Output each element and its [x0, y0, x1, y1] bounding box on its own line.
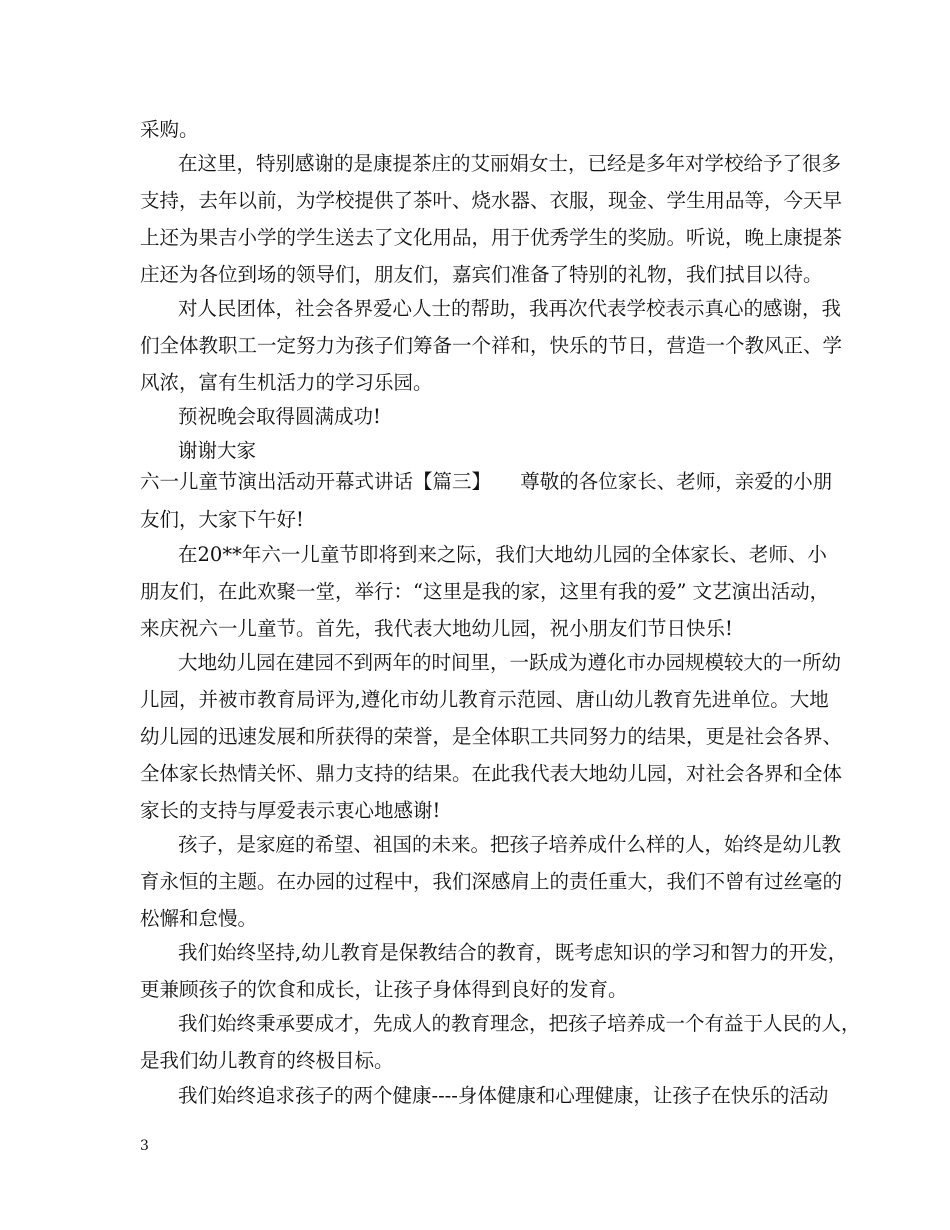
text-line: 支持，去年以前，为学校提供了茶叶、烧水器、衣服，现金、学生用品等，今天早: [140, 189, 843, 212]
paragraph-start-line: 在20**年六一儿童节即将到来之际，我们大地幼儿园的全体家长、老师、小: [178, 543, 827, 566]
text-line: 风浓，富有生机活力的学习乐园。: [140, 371, 433, 394]
text-line: 来庆祝六一儿童节。首先，我代表大地幼儿园，祝小朋友们节日快乐!: [140, 617, 733, 640]
text-line: 更兼顾孩子的饮食和成长，让孩子身体得到良好的发育。: [140, 978, 628, 1001]
paragraph-start-line: 对人民团体，社会各界爱心人士的帮助，我再次代表学校表示真心的感谢，我: [178, 297, 842, 320]
text-line: 采购。: [140, 118, 199, 141]
text-line: 朋友们，在此欢聚一堂，举行：“这里是我的家，这里有我的爱” 文艺演出活动，: [140, 580, 830, 603]
paragraph-start-line: 在这里，特别感谢的是康提茶庄的艾丽娟女士，已经是多年对学校给予了很多: [178, 152, 842, 175]
text-line: 家长的支持与厚爱表示衷心地感谢!: [140, 799, 441, 822]
text-line: 们全体教职工一定努力为孩子们筹备一个祥和，快乐的节日，营造一个教风正、学: [140, 334, 843, 357]
thanks-line: 谢谢大家: [178, 439, 257, 462]
section-heading-line: 六一儿童节演出活动开幕式讲话【篇三】 尊敬的各位家长、老师，亲爱的小朋: [140, 470, 833, 493]
text-line: 松懈和怠慢。: [140, 907, 258, 930]
text-line: 全体家长热情关怀、鼎力支持的结果。在此我代表大地幼儿园，对社会各界和全体: [140, 762, 843, 785]
page-number: 3: [140, 1138, 149, 1154]
text-line: 儿园，并被市教育局评为,遵化市幼儿教育示范园、唐山幼儿教育先进单位。大地: [140, 688, 829, 711]
text-line: 是我们幼儿教育的终极目标。: [140, 1049, 394, 1072]
text-line: 幼儿园的迅速发展和所获得的荣誉，是全体职工共同努力的结果，更是社会各界、: [140, 725, 843, 748]
paragraph-start-line: 孩子，是家庭的希望、祖国的未来。把孩子培养成什么样的人，始终是幼儿教: [178, 833, 842, 856]
greeting-line: 友们，大家下午好!: [140, 508, 304, 531]
text-line: 育永恒的主题。在办园的过程中，我们深感肩上的责任重大，我们不曾有过丝毫的: [140, 870, 843, 893]
paragraph-start-line: 我们始终坚持,幼儿教育是保教结合的教育，既考虑知识的学习和智力的开发，: [178, 941, 848, 964]
paragraph-start-line: 我们始终秉承要成才，先成人的教育理念，把孩子培养成一个有益于人民的人，: [178, 1012, 861, 1035]
text-line: 上还为果吉小学的学生送去了文化用品，用于优秀学生的奖励。听说，晚上康提茶: [140, 226, 843, 249]
paragraph-start-line: 大地幼儿园在建园不到两年的时间里，一跃成为遵化市办园规模较大的一所幼: [178, 651, 842, 674]
paragraph-start-line: 我们始终追求孩子的两个健康----身体健康和心理健康，让孩子在快乐的活动: [178, 1084, 829, 1107]
closing-wish-line: 预祝晚会取得圆满成功!: [178, 405, 381, 428]
text-line: 庄还为各位到场的领导们，朋友们，嘉宾们准备了特别的礼物，我们拭目以待。: [140, 263, 823, 286]
